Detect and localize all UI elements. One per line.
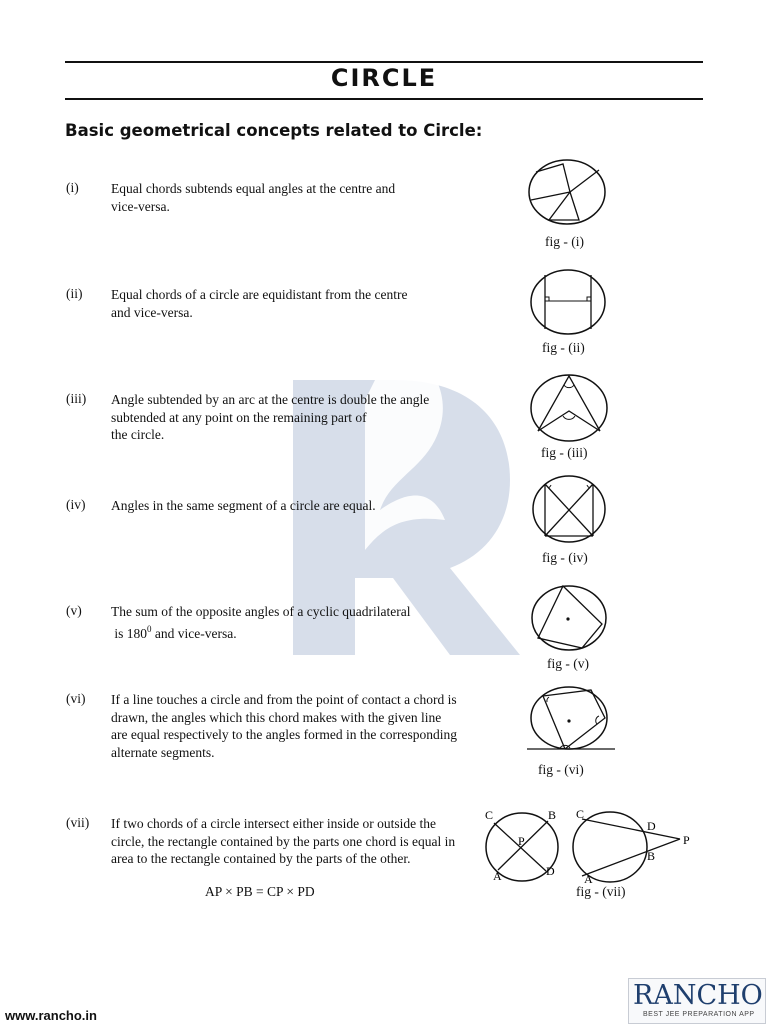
figure-equal-chords-angles (527, 158, 607, 226)
title-underline (65, 98, 703, 100)
label-a-left: A (493, 869, 502, 883)
item-line: are equal respectively to the angles formed in the corresponding (111, 727, 457, 742)
item-number: (i) (66, 180, 79, 195)
figure-same-segment (531, 474, 607, 544)
item-text (111, 391, 429, 444)
rancho-logo[interactable] (628, 978, 766, 1024)
label-a-right: A (584, 872, 593, 885)
item-line: If a line touches a circle and from the point of contact a chord is (111, 692, 457, 707)
item-line: drawn, the angles which this chord makes with the given line (111, 709, 442, 725)
item-number: (v) (66, 603, 82, 618)
item-text (111, 603, 411, 642)
degree-expression: is 180 (114, 625, 148, 641)
figure-caption: fig - (iv) (542, 550, 588, 565)
figure-alternate-segment (525, 686, 617, 754)
label-c-right: C (576, 807, 585, 821)
item-line: alternate segments. (111, 744, 215, 760)
logo-text: RANCHO (633, 980, 763, 1011)
item-line: Equal chords of a circle are equidistant from the centre (111, 287, 408, 302)
formula: AP × PB = CP × PD (205, 884, 315, 899)
figure-angle-at-centre (529, 373, 609, 443)
item-number: (iv) (66, 497, 86, 512)
item-text (111, 180, 395, 215)
item-text (111, 286, 408, 321)
item-text (111, 815, 455, 868)
item-line: Angles in the same segment of a circle are equal. (111, 498, 376, 513)
item-text (111, 497, 376, 515)
figure-caption: fig - (vi) (538, 762, 584, 777)
section-heading: Basic geometrical concepts related to Circle: (65, 121, 483, 140)
item-line: circle, the rectangle contained by the parts one chord is equal in (111, 833, 456, 849)
item-line: area to the rectangle contained by the parts of the other. (111, 851, 411, 866)
item-line: and vice-versa. (111, 304, 193, 320)
item-number: (vi) (66, 691, 86, 706)
item-line: Angle subtended by an arc at the centre is double the angle (111, 392, 430, 407)
item-number: (iii) (66, 391, 87, 406)
item-line: the circle. (111, 427, 165, 442)
item-number: (ii) (66, 286, 83, 301)
figure-caption: fig - (vii) (576, 884, 626, 899)
figure-cyclic-quadrilateral (530, 584, 608, 652)
label-d-right: D (647, 819, 656, 833)
label-p-right: P (683, 833, 690, 847)
figure-caption: fig - (v) (547, 656, 589, 671)
label-p-left: P (518, 834, 525, 848)
figure-caption: fig - (i) (545, 234, 584, 249)
item-line: If two chords of a circle intersect either inside or outside the (111, 816, 437, 831)
item-line: subtended at any point on the remaining part of (111, 409, 367, 425)
website-link[interactable]: www.rancho.in (5, 1008, 97, 1023)
figure-caption: fig - (ii) (542, 340, 585, 355)
page-title: CIRCLE (330, 64, 438, 92)
item-number: (vii) (66, 815, 90, 830)
item-line-rest: and vice-versa. (154, 625, 237, 641)
label-b-right: B (647, 849, 656, 863)
label-b-left: B (548, 808, 557, 822)
item-line (111, 621, 411, 643)
label-c-left: C (485, 808, 494, 822)
item-line: vice-versa. (111, 198, 170, 214)
top-rule (65, 61, 703, 63)
degree-superscript: 0 (147, 623, 152, 634)
logo-tagline: BEST JEE PREPARATION APP (643, 1011, 755, 1018)
item-line: The sum of the opposite angles of a cyclic quadrilateral (111, 604, 411, 619)
item-line: Equal chords subtends equal angles at the centre and (111, 181, 396, 196)
figure-equidistant-chords (529, 268, 607, 336)
figure-caption: fig - (iii) (541, 445, 588, 460)
figure-intersecting-chords (482, 805, 702, 885)
item-text (111, 691, 457, 761)
label-d-left: D (546, 864, 555, 878)
